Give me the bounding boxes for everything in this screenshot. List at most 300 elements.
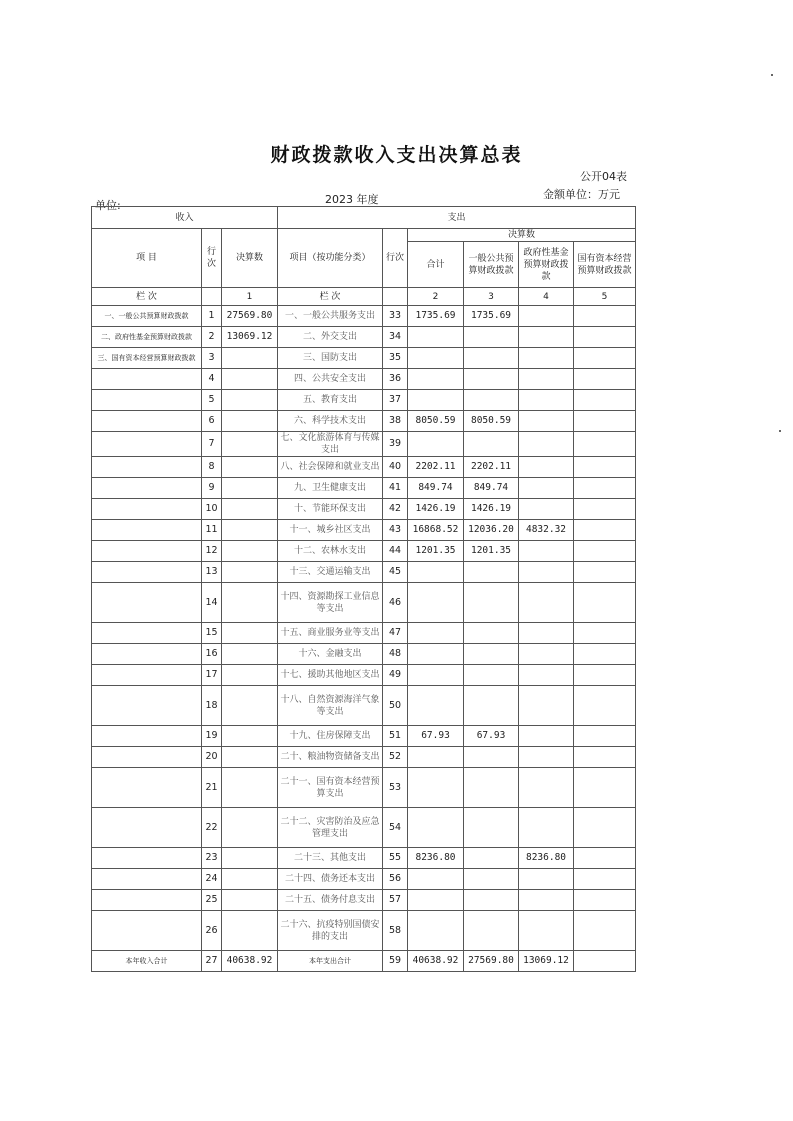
- general-budget-cell: [464, 808, 519, 848]
- expense-rowno-cell: 58: [383, 911, 408, 951]
- income-item-cell: [92, 457, 202, 478]
- general-budget-cell: [464, 848, 519, 869]
- gov-fund-cell: [519, 726, 574, 747]
- income-rowno-cell: 24: [202, 869, 222, 890]
- general-budget-cell: [464, 390, 519, 411]
- expense-item-cell: 十一、城乡社区支出: [278, 520, 383, 541]
- expense-item-cell: 十九、住房保障支出: [278, 726, 383, 747]
- general-budget-cell: 8050.59: [464, 411, 519, 432]
- general-budget-cell: [464, 583, 519, 623]
- income-amount-cell: [222, 686, 278, 726]
- income-rowno-cell: 23: [202, 848, 222, 869]
- general-budget-cell: [464, 562, 519, 583]
- gov-fund-cell: [519, 369, 574, 390]
- expense-rowno-cell: 35: [383, 348, 408, 369]
- expense-item-cell: 十四、资源勘探工业信息等支出: [278, 583, 383, 623]
- income-rowno-header: 行次: [202, 229, 222, 288]
- gov-fund-cell: [519, 623, 574, 644]
- table-row: [92, 869, 636, 890]
- state-capital-cell: [574, 457, 636, 478]
- income-amount-cell: [222, 478, 278, 499]
- general-budget-cell: 67.93: [464, 726, 519, 747]
- income-item-cell: [92, 768, 202, 808]
- header-row-2: [92, 229, 636, 242]
- column-index-row: [92, 288, 636, 306]
- gov-fund-cell: [519, 457, 574, 478]
- expense-item-cell: 二十二、灾害防治及应急管理支出: [278, 808, 383, 848]
- table-row: [92, 808, 636, 848]
- expense-rowno-cell: 37: [383, 390, 408, 411]
- income-rowno-cell: 8: [202, 457, 222, 478]
- state-capital-cell: [574, 665, 636, 686]
- income-rowno-cell: 18: [202, 686, 222, 726]
- general-budget-cell: [464, 747, 519, 768]
- gov-fund-cell: [519, 541, 574, 562]
- income-amount-cell: [222, 911, 278, 951]
- income-rowno-cell: 20: [202, 747, 222, 768]
- income-amount-cell: [222, 520, 278, 541]
- expense-item-cell: 十六、金融支出: [278, 644, 383, 665]
- state-capital-cell: [574, 686, 636, 726]
- income-item-cell: [92, 890, 202, 911]
- income-rowno-cell: 3: [202, 348, 222, 369]
- income-rowno-cell: 2: [202, 327, 222, 348]
- income-item-cell: [92, 478, 202, 499]
- expense-item-cell: 二十六、抗疫特别国债安排的支出: [278, 911, 383, 951]
- total-cell: 16868.52: [408, 520, 464, 541]
- gov-fund-cell: [519, 499, 574, 520]
- general-budget-cell: [464, 348, 519, 369]
- table-row: [92, 478, 636, 499]
- table-row: [92, 665, 636, 686]
- table-row: [92, 457, 636, 478]
- final-accounts-header: 决算数: [408, 229, 636, 242]
- general-budget-cell: [464, 644, 519, 665]
- income-item-cell: [92, 747, 202, 768]
- table-row: [92, 327, 636, 348]
- expense-rowno-cell: 57: [383, 890, 408, 911]
- income-amount-cell: [222, 583, 278, 623]
- col-index-2: 2: [408, 288, 464, 306]
- general-budget-cell: 2202.11: [464, 457, 519, 478]
- expense-item-cell: 五、教育支出: [278, 390, 383, 411]
- income-item-cell: 三、国有资本经营预算财政拨款: [92, 348, 202, 369]
- gov-fund-cell: [519, 644, 574, 665]
- total-cell: [408, 686, 464, 726]
- table-row: [92, 623, 636, 644]
- general-budget-cell: 849.74: [464, 478, 519, 499]
- income-amount-cell: [222, 726, 278, 747]
- table-row: [92, 306, 636, 327]
- unit-label: 单位:: [95, 199, 121, 212]
- expense-item-cell: 二十一、国有资本经营预算支出: [278, 768, 383, 808]
- expense-item-cell: 六、科学技术支出: [278, 411, 383, 432]
- table-row: [92, 644, 636, 665]
- total-cell: [408, 432, 464, 457]
- income-rowno-cell: 1: [202, 306, 222, 327]
- expense-item-header: 项目（按功能分类）: [278, 229, 383, 288]
- income-item-cell: [92, 369, 202, 390]
- expense-rowno-cell: 55: [383, 848, 408, 869]
- gov-fund-cell: [519, 911, 574, 951]
- state-capital-cell: [574, 911, 636, 951]
- expense-total-rowno: 59: [383, 951, 408, 972]
- income-rowno-cell: 13: [202, 562, 222, 583]
- income-rowno-cell: 16: [202, 644, 222, 665]
- table-row: [92, 541, 636, 562]
- income-amount-header: 决算数: [222, 229, 278, 288]
- budget-table: [91, 206, 636, 972]
- total-header: 合计: [408, 242, 464, 288]
- total-cell: [408, 869, 464, 890]
- general-budget-cell: [464, 686, 519, 726]
- income-amount-cell: [222, 808, 278, 848]
- fiscal-year: 2023 年度: [325, 193, 379, 206]
- state-capital-cell: [574, 499, 636, 520]
- income-rowno-cell: 26: [202, 911, 222, 951]
- total-cell: [408, 369, 464, 390]
- expense-item-cell: 二十三、其他支出: [278, 848, 383, 869]
- state-capital-cell: [574, 869, 636, 890]
- expense-item-cell: 八、社会保障和就业支出: [278, 457, 383, 478]
- income-amount-cell: [222, 869, 278, 890]
- expense-total-label: 本年支出合计: [278, 951, 383, 972]
- gov-fund-cell: [519, 808, 574, 848]
- expense-item-cell: 二十、粮油物资储备支出: [278, 747, 383, 768]
- state-capital-total: [574, 951, 636, 972]
- income-amount-cell: [222, 890, 278, 911]
- income-item-cell: [92, 583, 202, 623]
- income-item-cell: [92, 541, 202, 562]
- expense-item-cell: 十二、农林水支出: [278, 541, 383, 562]
- expense-item-cell: 二十四、债务还本支出: [278, 869, 383, 890]
- table-row: [92, 562, 636, 583]
- expense-item-cell: 二、外交支出: [278, 327, 383, 348]
- expense-rowno-cell: 47: [383, 623, 408, 644]
- expense-rowno-cell: 53: [383, 768, 408, 808]
- table-row: [92, 890, 636, 911]
- gov-fund-cell: 4832.32: [519, 520, 574, 541]
- income-total-rowno: 27: [202, 951, 222, 972]
- form-code: 公开04表: [580, 170, 627, 183]
- income-rowno-cell: 5: [202, 390, 222, 411]
- expense-rowno-cell: 52: [383, 747, 408, 768]
- gov-fund-cell: [519, 562, 574, 583]
- state-capital-cell: [574, 520, 636, 541]
- general-budget-cell: [464, 327, 519, 348]
- table-row: [92, 348, 636, 369]
- expense-item-cell: 十三、交通运输支出: [278, 562, 383, 583]
- col-blank-left: [202, 288, 222, 306]
- income-amount-cell: [222, 411, 278, 432]
- income-item-cell: [92, 390, 202, 411]
- general-budget-cell: 1201.35: [464, 541, 519, 562]
- table-row: [92, 726, 636, 747]
- state-capital-cell: [574, 726, 636, 747]
- income-amount-cell: [222, 348, 278, 369]
- total-cell: [408, 623, 464, 644]
- income-item-cell: [92, 562, 202, 583]
- total-cell: [408, 890, 464, 911]
- expense-rowno-cell: 43: [383, 520, 408, 541]
- header-row-1: [92, 207, 636, 229]
- income-amount-cell: [222, 369, 278, 390]
- state-capital-cell: [574, 390, 636, 411]
- total-cell: [408, 644, 464, 665]
- income-amount-cell: [222, 665, 278, 686]
- expense-item-cell: 四、公共安全支出: [278, 369, 383, 390]
- page-title: 财政拨款收入支出决算总表: [270, 144, 523, 166]
- state-capital-header: 国有资本经营预算财政拨款: [574, 242, 636, 288]
- expense-rowno-cell: 38: [383, 411, 408, 432]
- scan-speck: [771, 74, 773, 76]
- gov-fund-total: 13069.12: [519, 951, 574, 972]
- expense-item-cell: 十五、商业服务业等支出: [278, 623, 383, 644]
- total-cell: [408, 768, 464, 808]
- gov-fund-cell: [519, 869, 574, 890]
- expense-rowno-cell: 44: [383, 541, 408, 562]
- expense-total-amount: 40638.92: [408, 951, 464, 972]
- general-budget-cell: [464, 623, 519, 644]
- state-capital-cell: [574, 369, 636, 390]
- general-budget-cell: [464, 665, 519, 686]
- income-item-cell: [92, 911, 202, 951]
- gov-fund-cell: [519, 665, 574, 686]
- state-capital-cell: [574, 411, 636, 432]
- col-index-4: 4: [519, 288, 574, 306]
- expense-item-cell: 一、一般公共服务支出: [278, 306, 383, 327]
- expense-rowno-cell: 42: [383, 499, 408, 520]
- gov-fund-cell: [519, 890, 574, 911]
- income-amount-cell: [222, 623, 278, 644]
- expense-rowno-cell: 40: [383, 457, 408, 478]
- income-amount-cell: [222, 432, 278, 457]
- gov-fund-cell: [519, 306, 574, 327]
- income-total-label: 本年收入合计: [92, 951, 202, 972]
- money-unit-label: 金额单位：万元: [543, 188, 620, 201]
- table-row: [92, 390, 636, 411]
- income-rowno-cell: 21: [202, 768, 222, 808]
- col-index-5: 5: [574, 288, 636, 306]
- col-blank-right: [383, 288, 408, 306]
- expense-item-cell: 九、卫生健康支出: [278, 478, 383, 499]
- income-amount-cell: [222, 562, 278, 583]
- income-item-cell: [92, 686, 202, 726]
- state-capital-cell: [574, 541, 636, 562]
- state-capital-cell: [574, 432, 636, 457]
- income-amount-cell: 27569.80: [222, 306, 278, 327]
- expense-rowno-cell: 34: [383, 327, 408, 348]
- expense-header: 支出: [278, 207, 636, 229]
- total-cell: 2202.11: [408, 457, 464, 478]
- income-item-cell: 一、一般公共预算财政拨款: [92, 306, 202, 327]
- table-row: [92, 911, 636, 951]
- expense-item-cell: 十七、援助其他地区支出: [278, 665, 383, 686]
- total-cell: 67.93: [408, 726, 464, 747]
- income-rowno-cell: 14: [202, 583, 222, 623]
- income-item-cell: [92, 499, 202, 520]
- income-item-cell: [92, 848, 202, 869]
- col-index-1: 1: [222, 288, 278, 306]
- total-cell: [408, 562, 464, 583]
- income-rowno-cell: 25: [202, 890, 222, 911]
- gov-fund-cell: [519, 432, 574, 457]
- income-item-cell: [92, 432, 202, 457]
- state-capital-cell: [574, 747, 636, 768]
- expense-rowno-cell: 36: [383, 369, 408, 390]
- total-cell: 1735.69: [408, 306, 464, 327]
- income-rowno-cell: 19: [202, 726, 222, 747]
- table-row: [92, 369, 636, 390]
- expense-item-cell: 二十五、债务付息支出: [278, 890, 383, 911]
- expense-rowno-cell: 56: [383, 869, 408, 890]
- scan-speck: [779, 430, 781, 432]
- income-item-cell: [92, 726, 202, 747]
- gov-fund-cell: [519, 768, 574, 808]
- income-rowno-cell: 4: [202, 369, 222, 390]
- income-amount-cell: 13069.12: [222, 327, 278, 348]
- gov-fund-cell: [519, 390, 574, 411]
- total-cell: 849.74: [408, 478, 464, 499]
- expense-rowno-cell: 45: [383, 562, 408, 583]
- gov-fund-cell: [519, 478, 574, 499]
- income-amount-cell: [222, 747, 278, 768]
- state-capital-cell: [574, 623, 636, 644]
- gov-fund-cell: 8236.80: [519, 848, 574, 869]
- table-row: [92, 848, 636, 869]
- total-cell: [408, 911, 464, 951]
- table-row: [92, 520, 636, 541]
- income-total-amount: 40638.92: [222, 951, 278, 972]
- state-capital-cell: [574, 306, 636, 327]
- totals-row: [92, 951, 636, 972]
- table-row: [92, 768, 636, 808]
- table-row: [92, 499, 636, 520]
- expense-rowno-header: 行次: [383, 229, 408, 288]
- income-amount-cell: [222, 848, 278, 869]
- income-rowno-cell: 6: [202, 411, 222, 432]
- total-cell: [408, 348, 464, 369]
- gov-fund-cell: [519, 747, 574, 768]
- general-budget-cell: 1426.19: [464, 499, 519, 520]
- expense-rowno-cell: 46: [383, 583, 408, 623]
- income-amount-cell: [222, 390, 278, 411]
- expense-rowno-cell: 39: [383, 432, 408, 457]
- state-capital-cell: [574, 478, 636, 499]
- income-rowno-cell: 15: [202, 623, 222, 644]
- table-row: [92, 747, 636, 768]
- table-row: [92, 686, 636, 726]
- expense-rowno-cell: 51: [383, 726, 408, 747]
- total-cell: 1426.19: [408, 499, 464, 520]
- total-cell: [408, 808, 464, 848]
- income-rowno-cell: 22: [202, 808, 222, 848]
- gov-fund-header: 政府性基金预算财政拨款: [519, 242, 574, 288]
- state-capital-cell: [574, 348, 636, 369]
- income-item-cell: [92, 623, 202, 644]
- col-label-right: 栏 次: [278, 288, 383, 306]
- general-budget-cell: 12036.20: [464, 520, 519, 541]
- col-index-3: 3: [464, 288, 519, 306]
- state-capital-cell: [574, 562, 636, 583]
- table-row: [92, 432, 636, 457]
- income-amount-cell: [222, 457, 278, 478]
- expense-rowno-cell: 49: [383, 665, 408, 686]
- income-amount-cell: [222, 644, 278, 665]
- gov-fund-cell: [519, 686, 574, 726]
- total-cell: [408, 747, 464, 768]
- general-budget-cell: 1735.69: [464, 306, 519, 327]
- income-rowno-cell: 9: [202, 478, 222, 499]
- income-amount-cell: [222, 768, 278, 808]
- expense-rowno-cell: 54: [383, 808, 408, 848]
- expense-rowno-cell: 48: [383, 644, 408, 665]
- general-budget-cell: [464, 432, 519, 457]
- state-capital-cell: [574, 583, 636, 623]
- income-header: 收入: [92, 207, 278, 229]
- col-label-left: 栏 次: [92, 288, 202, 306]
- income-rowno-cell: 12: [202, 541, 222, 562]
- expense-item-cell: 七、文化旅游体育与传媒支出: [278, 432, 383, 457]
- general-budget-total: 27569.80: [464, 951, 519, 972]
- expense-item-cell: 三、国防支出: [278, 348, 383, 369]
- table-row: [92, 411, 636, 432]
- state-capital-cell: [574, 808, 636, 848]
- income-amount-cell: [222, 499, 278, 520]
- income-item-cell: [92, 665, 202, 686]
- general-budget-cell: [464, 911, 519, 951]
- total-cell: [408, 665, 464, 686]
- general-budget-cell: [464, 369, 519, 390]
- state-capital-cell: [574, 768, 636, 808]
- total-cell: [408, 583, 464, 623]
- expense-rowno-cell: 33: [383, 306, 408, 327]
- state-capital-cell: [574, 327, 636, 348]
- income-rowno-cell: 10: [202, 499, 222, 520]
- general-budget-header: 一般公共预算财政拨款: [464, 242, 519, 288]
- state-capital-cell: [574, 644, 636, 665]
- income-item-cell: 二、政府性基金预算财政拨款: [92, 327, 202, 348]
- income-item-cell: [92, 869, 202, 890]
- expense-rowno-cell: 50: [383, 686, 408, 726]
- general-budget-cell: [464, 890, 519, 911]
- income-amount-cell: [222, 541, 278, 562]
- total-cell: 8050.59: [408, 411, 464, 432]
- expense-item-cell: 十、节能环保支出: [278, 499, 383, 520]
- income-item-header: 项 目: [92, 229, 202, 288]
- expense-rowno-cell: 41: [383, 478, 408, 499]
- gov-fund-cell: [519, 583, 574, 623]
- income-rowno-cell: 7: [202, 432, 222, 457]
- total-cell: [408, 390, 464, 411]
- total-cell: 1201.35: [408, 541, 464, 562]
- state-capital-cell: [574, 890, 636, 911]
- total-cell: 8236.80: [408, 848, 464, 869]
- income-rowno-cell: 11: [202, 520, 222, 541]
- state-capital-cell: [574, 848, 636, 869]
- gov-fund-cell: [519, 411, 574, 432]
- gov-fund-cell: [519, 348, 574, 369]
- total-cell: [408, 327, 464, 348]
- expense-item-cell: 十八、自然资源海洋气象等支出: [278, 686, 383, 726]
- income-item-cell: [92, 808, 202, 848]
- income-item-cell: [92, 520, 202, 541]
- general-budget-cell: [464, 768, 519, 808]
- income-item-cell: [92, 644, 202, 665]
- income-rowno-cell: 17: [202, 665, 222, 686]
- general-budget-cell: [464, 869, 519, 890]
- income-item-cell: [92, 411, 202, 432]
